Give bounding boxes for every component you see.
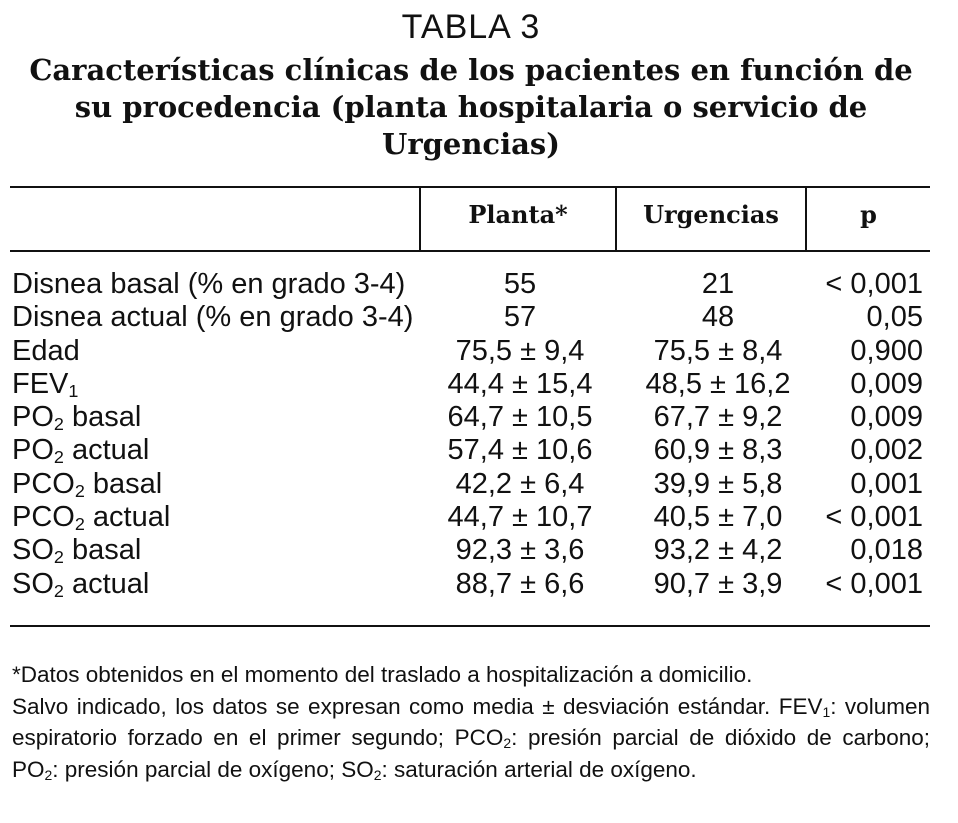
row-label: $PO_2$ basal bbox=[12, 401, 142, 435]
urgencias-value: 93,2 ± 4,2 bbox=[653, 534, 783, 567]
row-label: $PCO_2$ actual bbox=[12, 501, 171, 535]
row-label: $FEV_1$ bbox=[12, 367, 79, 401]
table-row bbox=[10, 268, 930, 301]
table-row bbox=[10, 434, 930, 467]
planta-value: 92,3 ± 3,6 bbox=[455, 534, 585, 567]
p-value: 0,009 bbox=[850, 401, 923, 434]
planta-value: 55 bbox=[503, 268, 537, 300]
row-label: Disnea basal (% en grado 3-4) bbox=[12, 268, 406, 300]
table-label: TABLA 3 bbox=[401, 8, 541, 46]
top-rule bbox=[10, 186, 930, 188]
urgencias-value: 21 bbox=[701, 268, 735, 300]
p-value: 0,001 bbox=[850, 467, 923, 500]
p-value: 0,009 bbox=[850, 367, 923, 400]
table-row bbox=[10, 368, 930, 401]
planta-value: 57 bbox=[503, 301, 537, 334]
planta-value: 44,4 ± 15,4 bbox=[447, 367, 593, 400]
p-value: 0,05 bbox=[866, 301, 923, 334]
urgencias-value: 90,7 ± 3,9 bbox=[653, 567, 783, 600]
urgencias-value: 48,5 ± 16,2 bbox=[645, 367, 791, 400]
header-planta: Planta* bbox=[468, 200, 568, 229]
header-urgencias: Urgencias bbox=[643, 200, 779, 229]
p-value: < 0,001 bbox=[825, 567, 923, 600]
table-bottom-rule bbox=[10, 625, 930, 627]
urgencias-value: 75,5 ± 8,4 bbox=[653, 334, 783, 367]
p-value: < 0,001 bbox=[825, 501, 923, 534]
planta-value: 64,7 ± 10,5 bbox=[447, 401, 593, 434]
table-row bbox=[10, 301, 930, 334]
urgencias-value: 60,9 ± 8,3 bbox=[653, 434, 783, 467]
row-label: $PCO_2$ basal bbox=[12, 467, 163, 501]
header-p: p bbox=[860, 200, 877, 229]
table-footnote bbox=[12, 659, 930, 785]
table-row bbox=[10, 568, 930, 601]
table-row bbox=[10, 401, 930, 434]
planta-value: 88,7 ± 6,6 bbox=[455, 567, 585, 600]
planta-value: 75,5 ± 9,4 bbox=[455, 334, 585, 367]
urgencias-value: 67,7 ± 9,2 bbox=[653, 401, 783, 434]
row-label: $PO_2$ actual bbox=[12, 434, 150, 468]
table-row bbox=[10, 468, 930, 501]
urgencias-value: 39,9 ± 5,8 bbox=[653, 467, 783, 500]
planta-value: 44,7 ± 10,7 bbox=[447, 501, 593, 534]
table-title: Características clínicas de los pacientes en función de su procedencia (planta hospitalaria o servicio de Urgencias) bbox=[29, 53, 913, 161]
row-label: $SO_2$ basal bbox=[12, 534, 142, 568]
row-label: Disnea actual (% en grado 3-4) bbox=[12, 301, 414, 334]
header-bottom-rule bbox=[10, 250, 930, 252]
footnote-asterisk: *Datos obtenidos en el momento del traslado a hospitalización a domicilio. bbox=[12, 662, 753, 687]
row-label: Edad bbox=[12, 334, 80, 367]
p-value: 0,900 bbox=[850, 334, 923, 367]
table-row bbox=[10, 335, 930, 368]
row-label: $SO_2$ actual bbox=[12, 567, 150, 601]
footnote-abbreviations: Salvo indicado, los datos se expresan como media ± desviación estándar. $FEV_1$: volumen espiratorio forzado en el primer segundo; $PCO_2$: presión parcial de dióxido de carbono; $PO_2$: presión parcial de oxígeno; $SO_2$: saturación arterial de oxígeno. bbox=[12, 693, 930, 783]
planta-value: 57,4 ± 10,6 bbox=[447, 434, 593, 467]
urgencias-value: 40,5 ± 7,0 bbox=[653, 501, 783, 534]
urgencias-value: 48 bbox=[701, 301, 735, 334]
table-body bbox=[10, 268, 930, 601]
p-value: 0,018 bbox=[850, 534, 923, 567]
p-value: 0,002 bbox=[850, 434, 923, 467]
p-value: < 0,001 bbox=[825, 268, 923, 300]
planta-value: 42,2 ± 6,4 bbox=[455, 467, 585, 500]
table-row bbox=[10, 501, 930, 534]
table-row bbox=[10, 534, 930, 567]
